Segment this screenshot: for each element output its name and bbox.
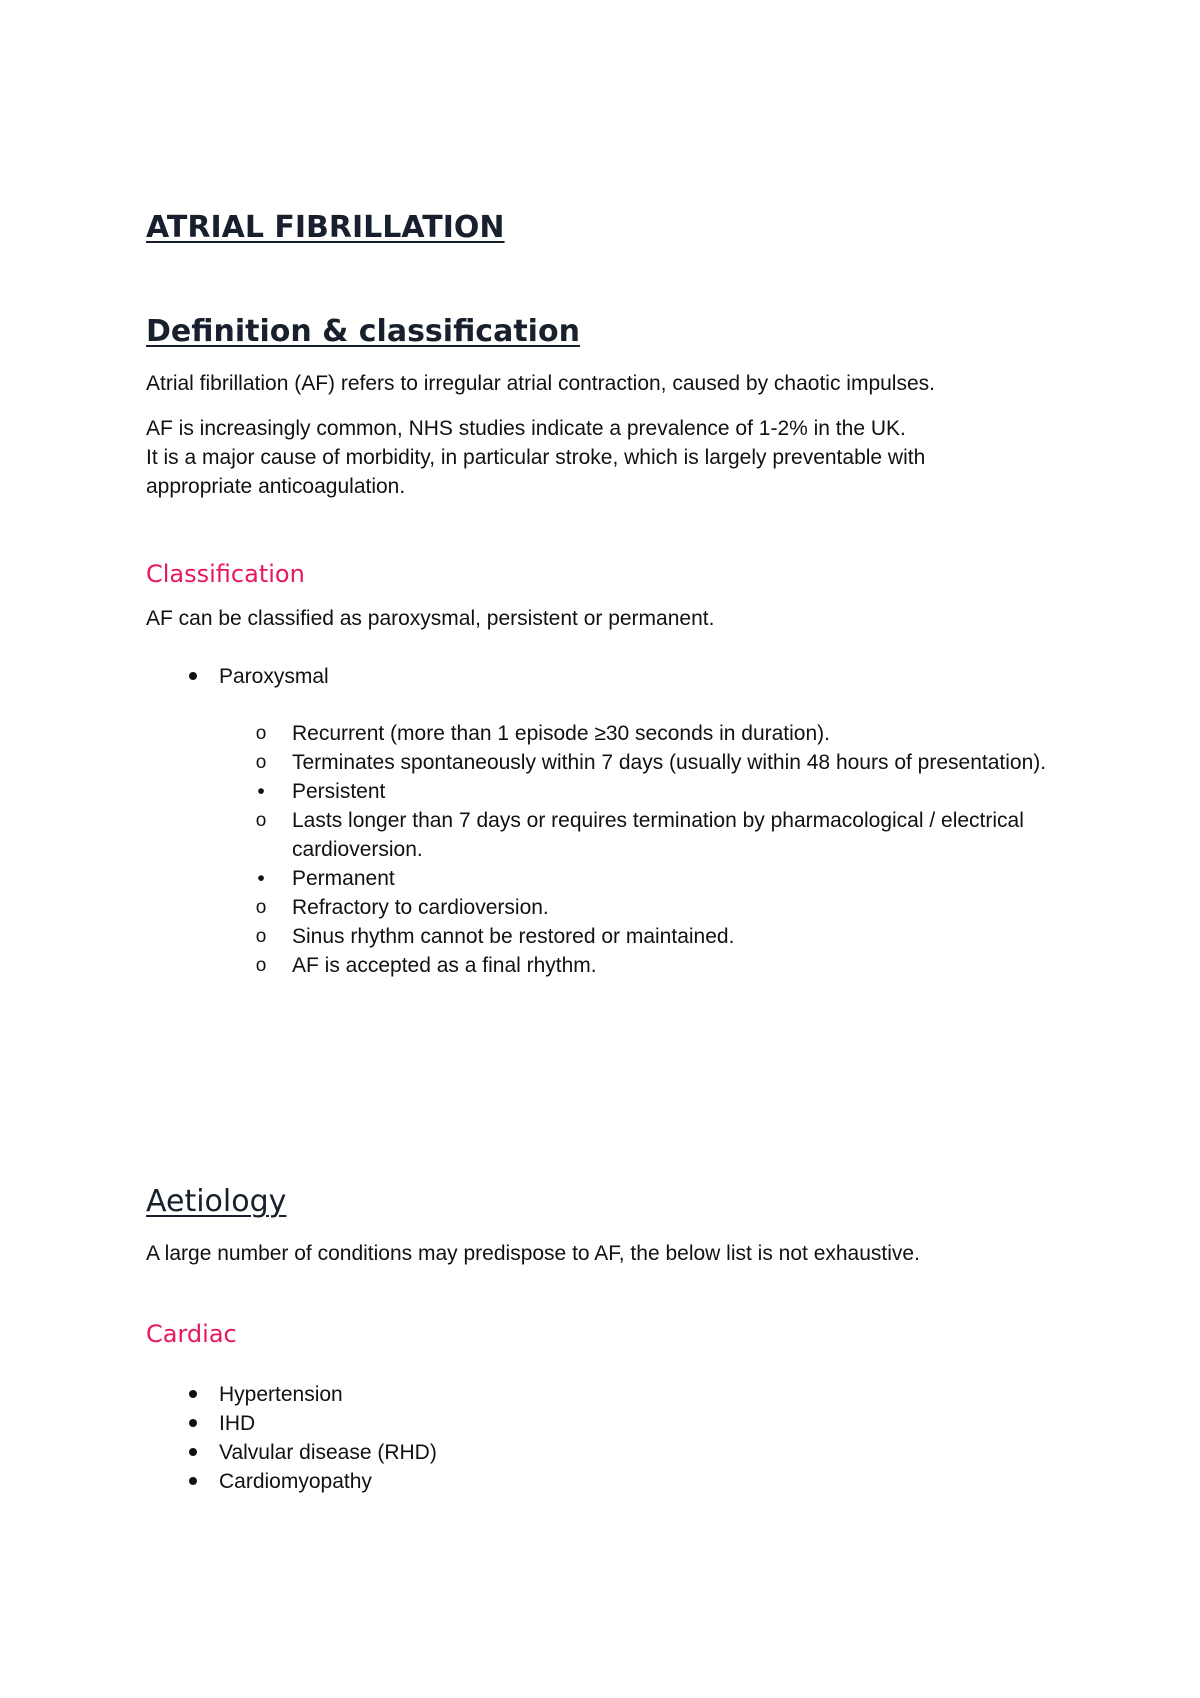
sub-list-item-text: Recurrent (more than 1 episode ≥30 seconds in duration). bbox=[292, 722, 830, 745]
list-item bbox=[146, 662, 329, 691]
document-title: ATRIAL FIBRILLATION bbox=[146, 210, 505, 245]
list-item bbox=[146, 1467, 437, 1496]
sub-list-item bbox=[146, 893, 1072, 922]
prevalence-paragraph bbox=[146, 414, 1076, 501]
cardiac-list bbox=[146, 1380, 437, 1496]
classification-intro: AF can be classified as paroxysmal, persistent or permanent. bbox=[146, 607, 715, 630]
sub-list-item bbox=[146, 748, 1072, 777]
list-item-text: Valvular disease (RHD) bbox=[219, 1441, 437, 1464]
bullet-marker bbox=[183, 1438, 203, 1467]
sub-list-item bbox=[146, 719, 1072, 748]
sub-list-item-text: AF is accepted as a final rhythm. bbox=[292, 954, 597, 977]
sub-marker: • bbox=[257, 780, 265, 803]
sub-list-item-text: Sinus rhythm cannot be restored or maintained. bbox=[292, 925, 735, 948]
list-item-text: IHD bbox=[219, 1412, 256, 1435]
prevalence-line: appropriate anticoagulation. bbox=[146, 475, 406, 498]
list-item-text: Paroxysmal bbox=[219, 665, 329, 688]
list-item bbox=[146, 1409, 437, 1438]
aetiology-heading: Aetiology bbox=[146, 1184, 287, 1219]
sub-list-item-text: Terminates spontaneously within 7 days (usually within 48 hours of presentation). bbox=[292, 751, 1047, 774]
sub-list-item-text: Refractory to cardioversion. bbox=[292, 896, 549, 919]
cardiac-heading: Cardiac bbox=[146, 1320, 237, 1348]
sub-list-item bbox=[146, 922, 1072, 951]
sub-list-item bbox=[146, 951, 1072, 980]
bullet-marker bbox=[183, 1467, 203, 1496]
classification-list bbox=[146, 662, 329, 691]
sub-list-item bbox=[146, 777, 1072, 806]
bullet-marker bbox=[183, 1409, 203, 1438]
list-item bbox=[146, 1438, 437, 1467]
classification-sub-list bbox=[146, 719, 1072, 980]
classification-heading: Classification bbox=[146, 560, 305, 588]
sub-marker: • bbox=[257, 867, 265, 890]
list-item-text: Hypertension bbox=[219, 1383, 343, 1406]
definition-paragraph: Atrial fibrillation (AF) refers to irregular atrial contraction, caused by chaotic impulses. bbox=[146, 372, 935, 395]
sub-marker: o bbox=[255, 926, 267, 947]
list-item bbox=[146, 1380, 437, 1409]
bullet-marker bbox=[183, 662, 203, 691]
list-item-text: Cardiomyopathy bbox=[219, 1470, 372, 1493]
prevalence-line: It is a major cause of morbidity, in particular stroke, which is largely preventable with bbox=[146, 446, 926, 469]
sub-list-item bbox=[146, 806, 1072, 864]
sub-list-item-text: Permanent bbox=[292, 867, 395, 890]
sub-marker: o bbox=[255, 723, 267, 744]
sub-list-item-text: Persistent bbox=[292, 780, 386, 803]
definition-heading: Definition & classification bbox=[146, 314, 580, 349]
sub-marker: o bbox=[255, 955, 267, 976]
sub-marker: o bbox=[255, 810, 267, 831]
aetiology-intro: A large number of conditions may predispose to AF, the below list is not exhaustive. bbox=[146, 1242, 920, 1265]
bullet-marker bbox=[183, 1380, 203, 1409]
sub-list-item-text: Lasts longer than 7 days or requires termination by pharmacological / electrical cardioversion. bbox=[292, 809, 1024, 861]
sub-marker: o bbox=[255, 897, 267, 918]
prevalence-line: AF is increasingly common, NHS studies indicate a prevalence of 1-2% in the UK. bbox=[146, 417, 906, 440]
sub-list-item bbox=[146, 864, 1072, 893]
sub-marker: o bbox=[255, 752, 267, 773]
